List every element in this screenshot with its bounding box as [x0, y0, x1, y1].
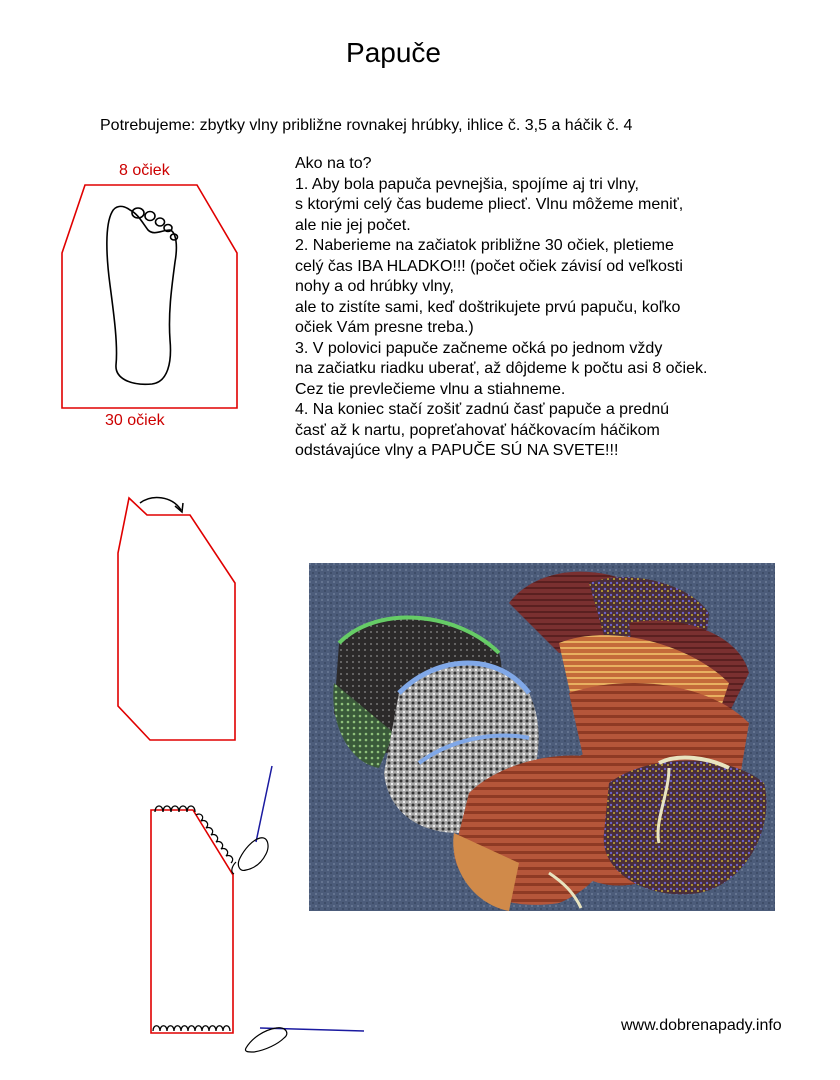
bottom-stitch-count-label: 30 očiek [105, 412, 165, 429]
website-footer: www.dobrenapady.info [621, 1017, 782, 1034]
slippers-photo [309, 563, 775, 911]
instruction-line: Cez tie prevlečieme vlnu a stiahneme. [295, 380, 566, 398]
fold-arrow-icon [140, 498, 181, 510]
instruction-line: Ako na to? [295, 155, 372, 172]
page-title: Papuče [346, 37, 441, 68]
folding-diagram [118, 498, 235, 740]
instruction-line: očiek Vám presne treba.) [295, 319, 474, 336]
knitted-slippers-image [309, 563, 775, 911]
instruction-line: 1. Aby bola papuča pevnejšia, spojíme aj tri vlny, [295, 175, 639, 193]
hand-with-needle-icon [232, 766, 272, 874]
slipper-shape-diagram [62, 185, 237, 408]
instruction-line: s ktorými celý čas budeme pliecť. Vlnu môžeme meniť, [295, 196, 684, 213]
instruction-line: ale nie jej počet. [295, 216, 411, 234]
instruction-line: 2. Naberieme na začiatok približne 30 očiek, pletieme [295, 237, 674, 254]
hand-with-needle-icon [245, 1028, 364, 1052]
instruction-line: ale to zistíte sami, keď doštrikujete prvú papuču, koľko [295, 298, 681, 316]
materials-text: Potrebujeme: zbytky vlny približne rovnakej hrúbky, ihlice č. 3,5 a háčik č. 4 [100, 117, 633, 134]
instruction-line: na začiatku riadku uberať, až dôjdeme k počtu asi 8 očiek. [295, 360, 708, 377]
foot-icon [107, 206, 178, 384]
instruction-line: časť až k nartu, popreťahovať háčkovacím háčikom [295, 421, 660, 439]
instruction-line: odstávajúce vlny a PAPUČE SÚ NA SVETE!!! [295, 442, 619, 459]
instruction-line: celý čas IBA HLADKO!!! (počet očiek závisí od veľkosti [295, 257, 683, 275]
stitch-loops-icon [153, 806, 233, 1031]
instruction-line: 4. Na koniec stačí zošiť zadnú časť papuče a prednú [295, 401, 669, 418]
top-stitch-count-label: 8 očiek [119, 162, 170, 179]
instruction-line: nohy a od hrúbky vlny, [295, 278, 454, 295]
instruction-line: 3. V polovici papuče začneme očká po jednom vždy [295, 339, 663, 357]
